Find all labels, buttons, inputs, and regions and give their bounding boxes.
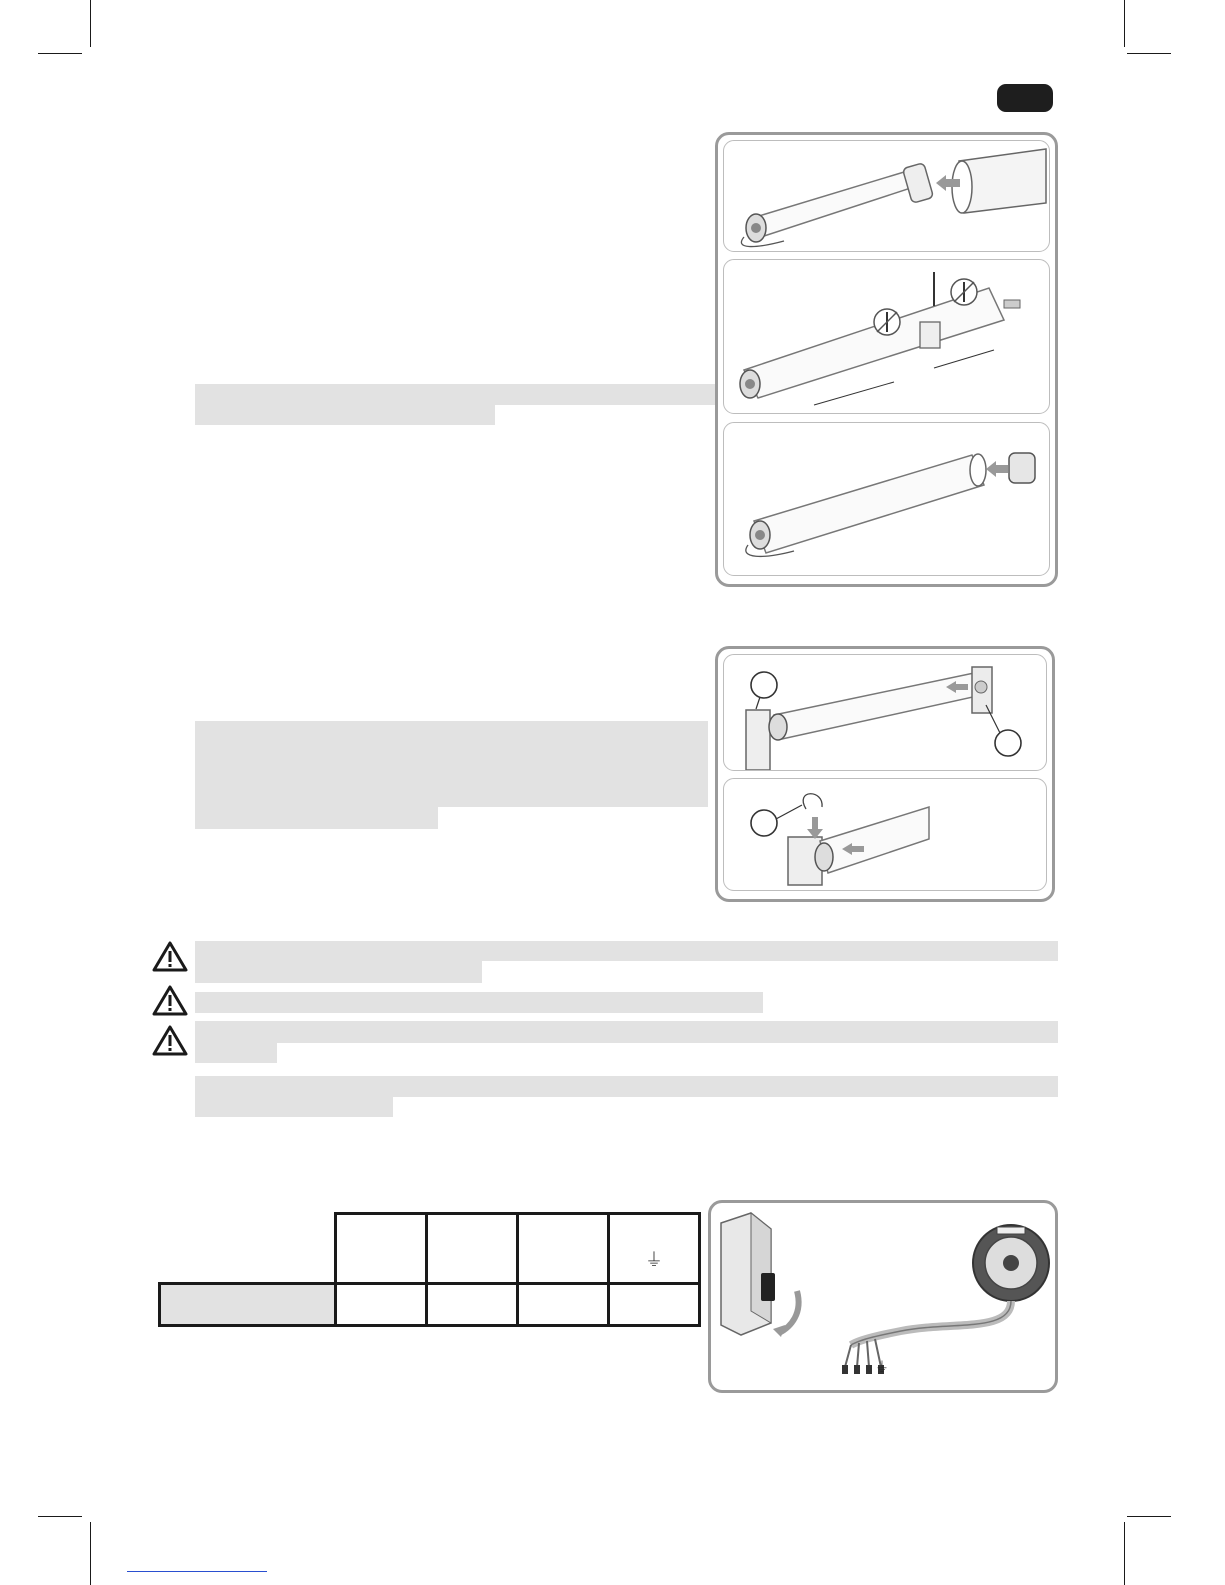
- note-block-2: [195, 787, 708, 807]
- table-cell: [518, 1284, 609, 1326]
- figure-step-fix-screws: [723, 259, 1050, 414]
- table-cell: [609, 1284, 700, 1326]
- note-block-1: [195, 384, 715, 405]
- note-block-3: [195, 1076, 1058, 1097]
- crop-mark: [38, 1516, 82, 1517]
- warning-triangle-icon: [152, 1024, 188, 1056]
- bracket-mounting-figure: [715, 646, 1055, 902]
- crop-mark: [90, 1522, 91, 1585]
- table-header-row: [160, 1214, 700, 1284]
- table-header-cell: [518, 1214, 609, 1284]
- table-row-label: [160, 1284, 336, 1326]
- figure-step-insert-crown: [723, 422, 1050, 576]
- figure-step-clip-motor-head: [723, 778, 1047, 891]
- table-header-cell: [336, 1214, 427, 1284]
- note-block-2: [195, 743, 708, 765]
- table-header-cell: [609, 1214, 700, 1284]
- crop-mark: [1127, 53, 1171, 54]
- table-cell: [336, 1284, 427, 1326]
- tube-assembly-figure: [715, 132, 1058, 587]
- crop-mark: [1124, 1522, 1125, 1585]
- earth-symbol: ⏚: [875, 1359, 889, 1375]
- warning-text-2: [195, 992, 763, 1013]
- crop-mark: [38, 53, 82, 54]
- table-corner: [160, 1214, 336, 1284]
- warning-triangle-icon: [152, 940, 188, 972]
- table-header-cell: [427, 1214, 518, 1284]
- crop-mark: [1124, 0, 1125, 47]
- note-block-2: [195, 807, 438, 829]
- footer-link[interactable]: [127, 1571, 267, 1572]
- warning-text-1: [195, 941, 1058, 961]
- note-block-3: [195, 1097, 393, 1117]
- table-cell: [427, 1284, 518, 1326]
- warning-triangle-icon: [152, 984, 188, 1016]
- figure-step-insert-adapter: [723, 140, 1050, 252]
- warning-text-1: [195, 961, 482, 983]
- note-block-1: [195, 405, 495, 425]
- note-block-2: [195, 721, 708, 743]
- language-badge: [997, 84, 1053, 112]
- crop-mark: [90, 0, 91, 47]
- wiring-figure: [708, 1200, 1058, 1393]
- note-block-2: [195, 765, 708, 787]
- crop-mark: [1127, 1516, 1171, 1517]
- warning-text-3: [195, 1043, 277, 1063]
- earth-symbol: ⏚: [645, 1250, 663, 1270]
- table-row: [160, 1284, 700, 1326]
- connection-table: [158, 1212, 701, 1327]
- figure-step-fit-tube-to-bracket: [723, 654, 1047, 771]
- warning-text-3: [195, 1021, 1058, 1043]
